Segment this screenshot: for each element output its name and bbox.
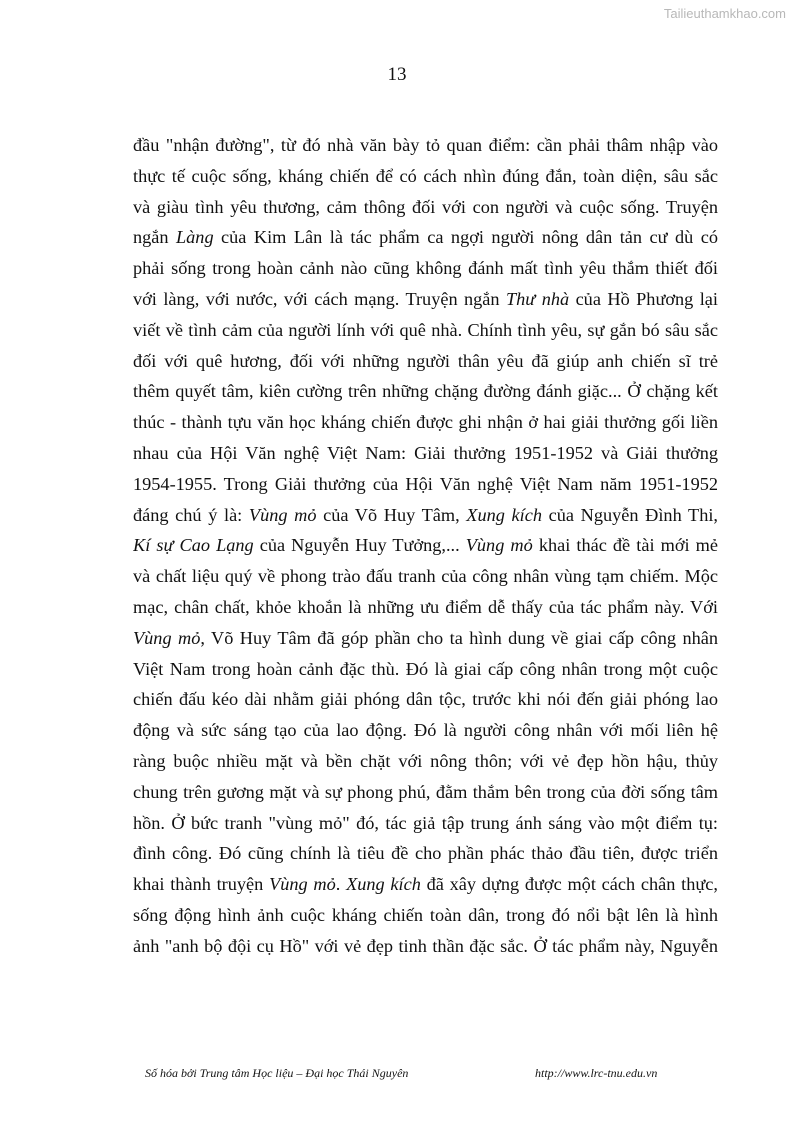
text-line: [133, 684, 718, 715]
text-segment: của Nguyễn Đình Thi,: [541, 504, 718, 525]
text-segment: .: [335, 874, 347, 895]
text-line-content: thúc - thành tựu văn học kháng chiến được ghi nhận ở hai giải thưởng gối liền: [133, 412, 718, 433]
text-line: [133, 500, 718, 531]
italic-title: Kí sự Cao Lạng: [133, 535, 254, 556]
text-segment: , Võ Huy Tâm đã góp phần cho ta hình dung về giai cấp công nhân: [200, 627, 718, 648]
text-line: [133, 838, 718, 869]
text-line-content: đối với quê hương, đối với những người thân yêu đã giúp anh chiến sĩ trẻ: [133, 350, 718, 371]
page-number: 13: [387, 64, 407, 85]
text-line: [133, 253, 718, 284]
text-line-content: và giàu tình yêu thương, cảm thông đối với con người và cuộc sống. Truyện: [133, 196, 718, 217]
text-line: [133, 407, 718, 438]
text-line-content: ảnh "anh bộ đội cụ Hồ" với vẻ đẹp tinh thần đặc sắc. Ở tác phẩm này, Nguyễn: [133, 935, 718, 956]
text-line: [133, 777, 718, 808]
text-line: [133, 192, 718, 223]
text-line: [133, 715, 718, 746]
italic-title: Thư nhà: [506, 288, 570, 309]
text-line-content: đình công. Đó cũng chính là tiêu đề cho phần phác thảo đầu tiên, được triển: [133, 843, 718, 864]
body-text: [133, 130, 718, 962]
text-line-content: [133, 505, 718, 525]
text-line: [133, 222, 718, 253]
text-segment: khai thành truyện: [133, 874, 270, 895]
text-segment: của Nguyễn Huy Tưởng,...: [253, 535, 466, 556]
text-line-content: chiến đấu kéo dài nhằm giải phóng dân tộc, trước khi nói đến giải phóng lao: [133, 689, 718, 710]
italic-title: Vùng mỏ: [248, 504, 317, 525]
text-line-content: đầu "nhận đường", từ đó nhà văn bày tỏ quan điểm: cần phải thâm nhập vào: [133, 135, 718, 155]
text-segment: đã xây dựng được một cách chân thực,: [420, 874, 718, 895]
text-line-content: [133, 535, 718, 555]
text-line-content: ràng buộc nhiều mặt và bền chặt với nông thôn; với vẻ đẹp hồn hậu, thủy: [133, 750, 718, 771]
text-line: [133, 346, 718, 377]
footer-url[interactable]: http://www.lrc-tnu.edu.vn: [535, 1066, 658, 1080]
italic-title: Xung kích: [466, 504, 542, 525]
text-line: [133, 315, 718, 346]
text-line: [133, 623, 718, 654]
text-line-content: [133, 628, 718, 648]
text-line-content: thêm quyết tâm, kiên cường trên những chặng đường đánh giặc... Ở chặng kết: [133, 381, 718, 402]
text-line: [133, 561, 718, 592]
italic-title: Xung kích: [346, 874, 421, 895]
text-line-content: viết về tình cảm của người lính với quê nhà. Chính tình yêu, sự gắn bó sâu sắc: [133, 319, 718, 340]
text-line-content: [133, 227, 718, 247]
text-line: [133, 161, 718, 192]
text-line-content: [133, 874, 718, 894]
text-line: [133, 900, 718, 931]
text-segment: với làng, với nước, với cách mạng. Truyện ngắn: [133, 288, 506, 309]
footer-source: Số hóa bởi Trung tâm Học liệu – Đại học Thái Nguyên: [145, 1066, 409, 1080]
text-line: [133, 654, 718, 685]
text-line: [133, 469, 718, 500]
text-line-content: mạc, chân chất, khỏe khoắn là những ưu điểm dễ thấy của tác phẩm này. Với: [133, 596, 718, 617]
text-segment: của Kim Lân là tác phẩm ca ngợi người nông dân tản cư dù có: [213, 227, 718, 248]
text-line-content: chung trên gương mặt và sự phong phú, đằm thắm bên trong của đời sống tâm: [133, 781, 718, 802]
text-line-content: hồn. Ở bức tranh "vùng mỏ" đó, tác giả tập trung ánh sáng vào một điểm tụ:: [133, 812, 718, 833]
italic-title: Vùng mỏ: [269, 874, 336, 895]
text-line: [133, 530, 718, 561]
text-line-content: nhau của Hội Văn nghệ Việt Nam: Giải thưởng 1951-1952 và Giải thưởng: [133, 442, 718, 463]
text-line-content: và chất liệu quý về phong trào đấu tranh của công nhân vùng tạm chiếm. Mộc: [133, 566, 718, 587]
text-segment: khai thác đề tài mới mẻ: [532, 535, 718, 556]
text-segment: ngắn: [133, 227, 176, 248]
text-segment: của Hồ Phương lại: [569, 288, 718, 309]
text-line: [133, 284, 718, 315]
text-line-content: [133, 289, 718, 309]
text-line: [133, 438, 718, 469]
italic-title: Vùng mỏ: [133, 627, 201, 648]
text-segment: của Võ Huy Tâm,: [316, 504, 467, 525]
italic-title: Làng: [176, 227, 214, 248]
text-line-content: phải sống trong hoàn cảnh nào cũng không đánh mất tình yêu thắm thiết đối: [133, 258, 718, 279]
text-line-content: Việt Nam trong hoàn cảnh đặc thù. Đó là giai cấp công nhân trong một cuộc: [133, 658, 718, 679]
text-line: [133, 869, 718, 900]
text-line: [133, 808, 718, 839]
text-line: [133, 130, 718, 161]
text-line: [133, 931, 718, 962]
text-line: [133, 376, 718, 407]
text-line: [133, 746, 718, 777]
text-line-content: sống động hình ảnh cuộc kháng chiến toàn dân, trong đó nổi bật lên là hình: [133, 904, 718, 925]
text-line: [133, 592, 718, 623]
watermark: Tailieuthamkhao.com: [663, 6, 786, 21]
italic-title: Vùng mỏ: [465, 535, 533, 556]
text-line-content: thực tế cuộc sống, kháng chiến để có cách nhìn đúng đắn, toàn diện, sâu sắc: [133, 165, 718, 186]
text-line-content: 1954-1955. Trong Giải thưởng của Hội Văn nghệ Việt Nam năm 1951-1952: [133, 473, 718, 494]
text-line-content: động và sức sáng tạo của lao động. Đó là người công nhân với mối liên hệ: [133, 720, 718, 741]
text-segment: đáng chú ý là:: [133, 504, 249, 525]
